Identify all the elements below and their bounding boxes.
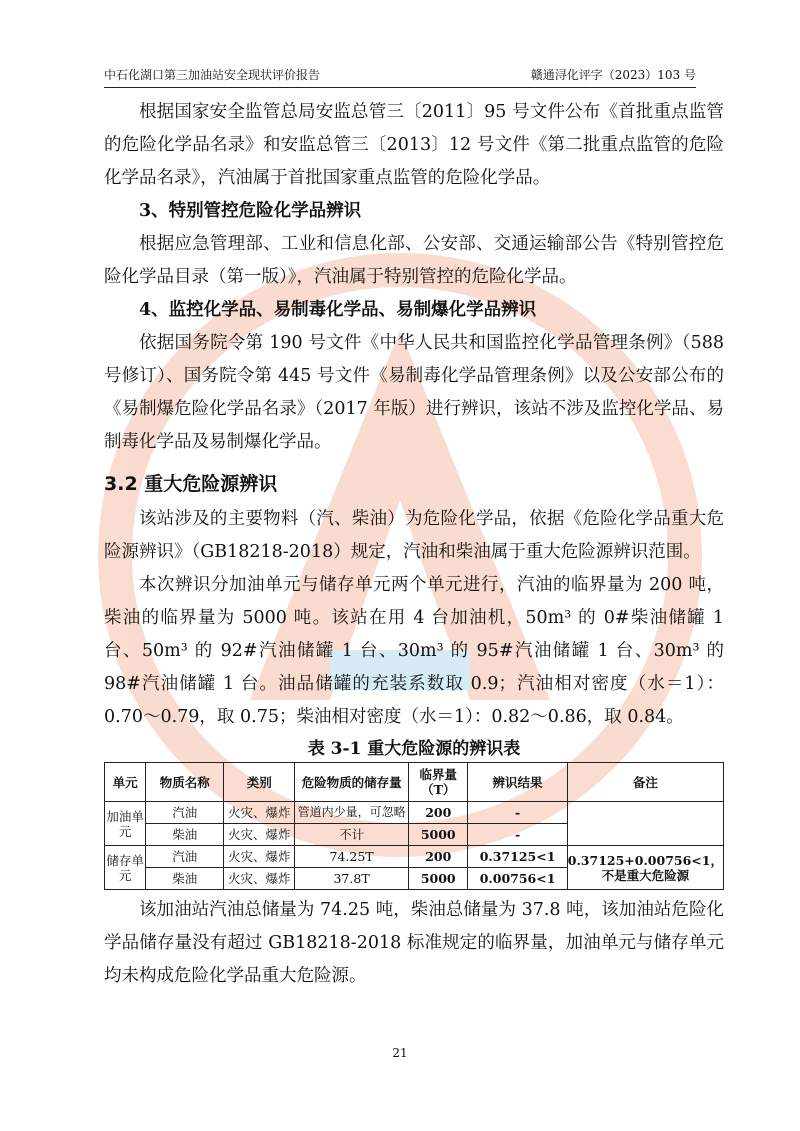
page-number: 21 <box>392 1046 408 1060</box>
material-cell: 柴油 <box>146 868 224 890</box>
paragraph-hazard-method: 本次辨识分加油单元与储存单元两个单元进行，汽油的临界量为 200 吨，柴油的临界量为 5000 吨。该站在用 4 台加油机，50m³ 的 0#柴油储罐 1 台、50m³ 的 92#汽油储罐 1 台、30m³ 的 95#汽油储罐 1 台、30m³ 的 98#汽油储罐 1 台。油品储罐的充装系数取 0.9；汽油相对密度（水＝1）：0.70～0.79，取 0.75；柴油相对密度（水＝1）：0.82～0.86，取 0.84。 <box>104 575 724 727</box>
threshold-cell: 5000 <box>409 824 468 846</box>
unit-cell: 加油单元 <box>105 802 146 846</box>
result-cell: - <box>468 824 567 846</box>
header-report-number: 赣通浔化评字（2023）103 号 <box>530 68 696 82</box>
header-cell: 危险物质的储存量 <box>295 763 409 802</box>
section-heading-major-hazard: 3.2 重大危险源辨识 <box>104 473 278 495</box>
table-caption: 表 3-1 重大危险源的辨识表 <box>307 739 521 759</box>
category-cell: 火灾、爆炸 <box>224 802 295 824</box>
category-cell: 火灾、爆炸 <box>224 868 295 890</box>
result-cell: 0.37125<1 <box>468 846 567 868</box>
heading-special-control: 3、特别管控危险化学品辨识 <box>139 201 362 221</box>
material-cell: 柴油 <box>146 824 224 846</box>
result-cell: - <box>468 802 567 824</box>
unit-cell: 储存单元 <box>105 846 146 890</box>
header-cell: 临界量（T） <box>409 763 468 802</box>
paragraph-monitored-chemicals: 依据国务院令第 190 号文件《中华人民共和国监控化学品管理条例》（588 号修订）、国务院令第 445 号文件《易制毒化学品管理条例》以及公安部公布的《易制爆危险化学品名录》（2017 年版）进行辨识，该站不涉及监控化学品、易制毒化学品及易制爆化学品。 <box>104 333 724 452</box>
header-report-title: 中石化湖口第三加油站安全现状评价报告 <box>104 68 321 82</box>
table-header-row <box>105 763 724 802</box>
threshold-cell: 200 <box>409 802 468 824</box>
material-cell: 汽油 <box>146 802 224 824</box>
material-cell: 汽油 <box>146 846 224 868</box>
remark-cell: 0.37125+0.00756<1，不是重大危险源 <box>567 846 723 890</box>
remark-cell <box>567 802 723 846</box>
paragraph-key-supervision: 根据国家安全监管总局安监总管三〔2011〕95 号文件公布《首批重点监管的危险化学品名录》和安监总管三〔2013〕12 号文件《第二批重点监管的危险化学品名录》，汽油属于首批国家重点监管的危险化学品。 <box>104 102 724 188</box>
paragraph-special-control: 根据应急管理部、工业和信息化部、公安部、交通运输部公告《特别管控危险化学品目录（第一版）》，汽油属于特别管控的危险化学品。 <box>104 234 724 287</box>
page-header <box>104 66 696 88</box>
storage-cell: 37.8T <box>295 868 409 890</box>
category-cell: 火灾、爆炸 <box>224 824 295 846</box>
result-cell: 0.00756<1 <box>468 868 567 890</box>
storage-cell: 不计 <box>295 824 409 846</box>
threshold-cell: 200 <box>409 846 468 868</box>
header-cell: 单元 <box>105 763 146 802</box>
hazard-identification-table <box>104 762 724 890</box>
storage-cell: 74.25T <box>295 846 409 868</box>
header-cell: 备注 <box>567 763 723 802</box>
header-cell: 辨识结果 <box>468 763 567 802</box>
storage-cell: 管道内少量，可忽略 <box>295 802 409 824</box>
page-body <box>104 96 724 993</box>
paragraph-hazard-scope: 该站涉及的主要物料（汽、柴油）为危险化学品，依据《危险化学品重大危险源辨识》（GB18218-2018）规定，汽油和柴油属于重大危险源辨识范围。 <box>104 509 724 562</box>
header-cell: 物质名称 <box>146 763 224 802</box>
paragraph-conclusion: 该加油站汽油总储量为 74.25 吨，柴油总储量为 37.8 吨，该加油站危险化学品储存量没有超过 GB18218-2018 标准规定的临界量，加油单元与储存单元均未构成危险化学品重大危险源。 <box>104 900 724 986</box>
header-cell: 类别 <box>224 763 295 802</box>
table-row <box>105 846 724 868</box>
threshold-cell: 5000 <box>409 868 468 890</box>
table-row <box>105 802 724 824</box>
heading-monitored-chemicals: 4、监控化学品、易制毒化学品、易制爆化学品辨识 <box>139 300 537 320</box>
category-cell: 火灾、爆炸 <box>224 846 295 868</box>
